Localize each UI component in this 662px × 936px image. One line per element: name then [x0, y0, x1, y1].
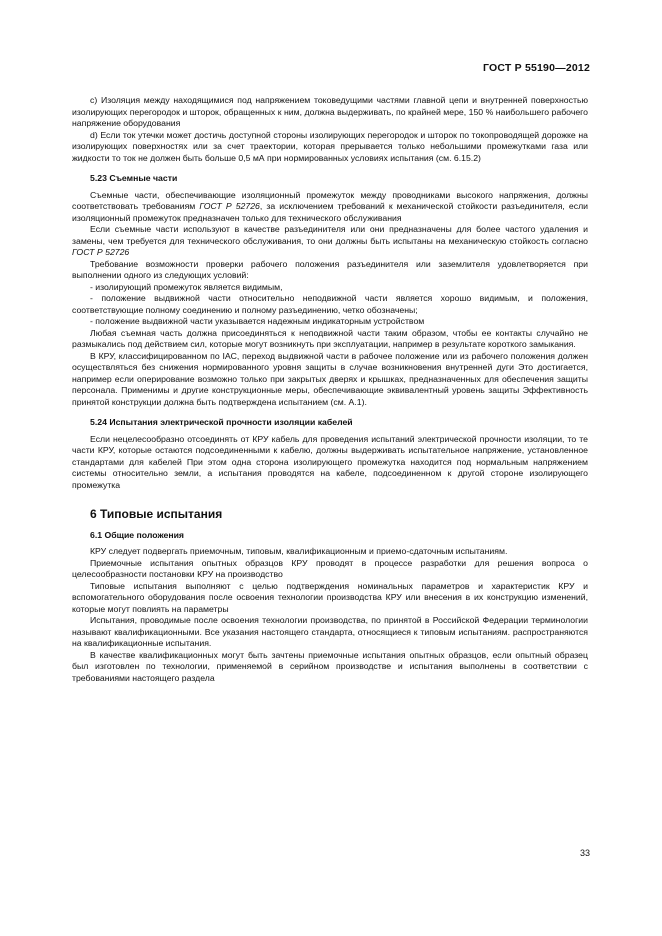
paragraph: Испытания, проводимые после освоения технологии производства, по принятой в Российской Федерации терминологии называют квалификационными. Все указания настоящего стандарта, относящиеся к типовым испытаниям. распространяются на квалификационные испытания.: [72, 615, 588, 648]
paragraph: КРУ следует подвергать приемочным, типовым, квалификационным и приемо-сдаточным испытаниям.: [90, 546, 508, 556]
list-item: - положение выдвижной части указывается надежным индикаторным устройством: [90, 316, 425, 326]
page-number: 33: [579, 848, 590, 858]
paragraph: Типовые испытания выполняют с целью подтверждения номинальных параметров и характеристик КРУ и вспомогательного оборудования после освоения технологии производства КРУ или внесения в их конструкцию изменений, которые могут повлиять на параметры: [72, 580, 588, 614]
paragraph-d: d) Если ток утечки может достичь доступной стороны изолирующих перегородок и шторок по токопроводящей дорожке на изолирующих поверхностях или за счет траектории, которая прерывается только небольшими промежутками газа или жидкости то ток не должен быть больше 0,5 мА при нормированных условиях испытания (см. 6.15.2): [72, 129, 588, 163]
paragraph: Приемочные испытания опытных образцов КРУ проводят в процессе разработки для решения вопроса о целесообразности постановки КРУ на производство: [72, 557, 588, 579]
document-body: [72, 95, 588, 684]
list-item: - изолирующий промежуток является видимым,: [90, 281, 283, 292]
paragraph: Любая съемная часть должна присоединяться к неподвижной части таким образом, чтобы ее контакты случайно не размыкались под действием сил, которые могут возникнуть при эксплуатации, например в результате короткого замыкания.: [72, 327, 588, 349]
section-heading-6: 6 Типовые испытания: [90, 507, 223, 521]
document-code: ГОСТ Р 55190—2012: [482, 62, 590, 74]
paragraph: Если съемные части используют в качестве разъединителя или они предназначены для более частого удаления и замены, чем требуется для технического обслуживания, то они должны быть испытаны на механическую стойкость согласно ГОСТ Р 52726: [72, 224, 588, 257]
paragraph: В качестве квалификационных могут быть зачтены приемочные испытания опытных образцов, если опытный образец был изготовлен по технологии, применяемой в серийном производстве и испытания выполнены в соответствии с требованиями настоящего раздела: [72, 649, 588, 683]
paragraph-c: c) Изоляция между находящимися под напряжением токоведущими частями главной цепи и внутренней поверхностью изолирующих перегородок и шторок, обращенных к ним, должна выдерживать, по крайней мере, 150 % наибольшего рабочего напряжение оборудования: [72, 95, 588, 128]
section-heading-5-23: 5.23 Съемные части: [90, 173, 178, 183]
standard-reference: ГОСТ Р 52726: [199, 201, 260, 211]
standard-reference: ГОСТ Р 52726: [72, 247, 130, 257]
paragraph: Если нецелесообразно отсоединять от КРУ кабель для проведения испытаний электрической прочности изоляции, то те части КРУ, которые остаются подсоединенными к кабелю, должны выдерживать испытательное напряжение, установленное стандартами для кабелей При этом одна сторона изолирующего промежутка находится под нормальным напряжением системы относительно земли, а испытания проводятся на кабеле, подсоединенном к другой стороне изолирующего промежутка: [72, 433, 588, 490]
paragraph: Требование возможности проверки рабочего положения разъединителя или заземлителя удовлетворяется при выполнении одного из следующих условий:: [72, 258, 588, 280]
paragraph: Съемные части, обеспечивающие изоляционный промежуток между проводниками высокого напряжения, должны соответствовать требованиям ГОСТ Р 52726, за исключением требований к механической стойкости разъединителя, если изоляционный промежуток предназначен только для технического обслуживания: [72, 189, 589, 223]
section-heading-5-24: 5.24 Испытания электрической прочности изоляции кабелей: [90, 417, 353, 427]
paragraph: В КРУ, классифицированном по IAC, переход выдвижной части в рабочее положение или из рабочего положения должен осуществляться без снижения нормированного уровня защиты в случае возникновения внутренней дуги Это достигается, например если оперирование возможно только при закрытых дверях и крышках, предназначенных для обеспечения защиты персонала. Применимы и другие конструкционные меры, обеспечивающие эквивалентный уровень защиты Эффективность принятой конструкции должна быть подтверждена испытанием (см. А.1).: [72, 350, 588, 407]
list-item: - положение выдвижной части относительно неподвижной части является хорошо видимым, и положения, соответствующие полному соединению и полному разъединению, четко обозначены;: [72, 293, 588, 315]
section-heading-6-1: 6.1 Общие положения: [90, 529, 184, 540]
